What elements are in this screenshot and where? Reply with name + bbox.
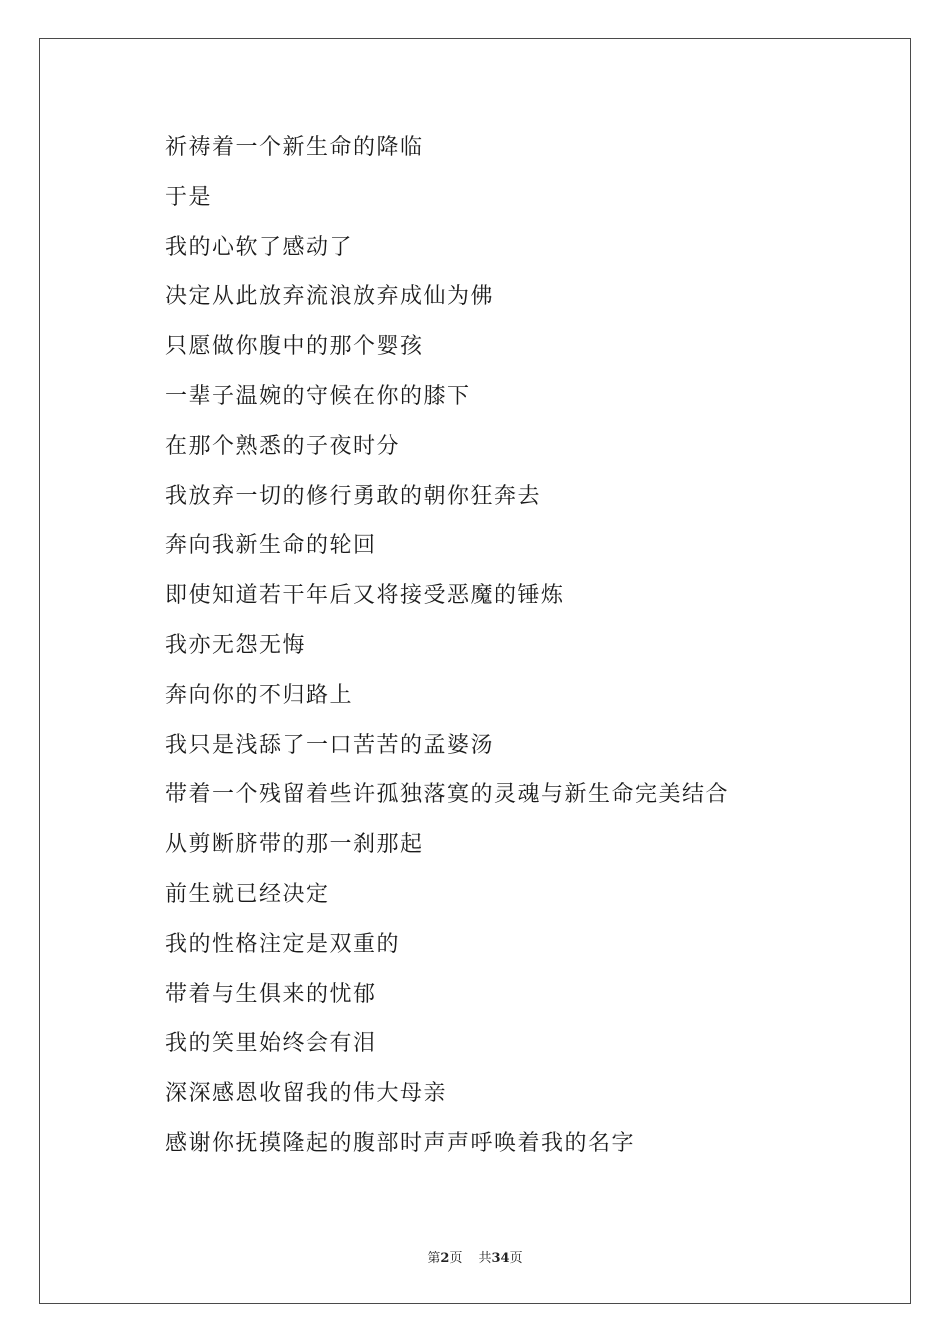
- poem-line: 奔向你的不归路上: [165, 682, 354, 708]
- poem-line: 我只是浅舔了一口苦苦的孟婆汤: [165, 732, 495, 758]
- total-suffix: 页: [509, 1251, 523, 1266]
- page-prefix: 第: [427, 1251, 441, 1266]
- total-prefix: 共: [478, 1251, 492, 1266]
- poem-line: 于是: [165, 184, 213, 210]
- poem-line: 带着与生俱来的忧郁: [165, 981, 377, 1007]
- poem-line: 奔向我新生命的轮回: [165, 533, 377, 559]
- page-suffix: 页: [449, 1251, 463, 1266]
- poem-line: 我的性格注定是双重的: [165, 931, 401, 957]
- poem-line: 我放弃一切的修行勇敢的朝你狂奔去: [165, 483, 542, 509]
- page-indicator: [427, 1251, 462, 1266]
- page-footer: [0, 1247, 950, 1266]
- poem-body: [165, 128, 729, 1174]
- poem-line: 前生就已经决定: [165, 881, 330, 907]
- poem-line: 感谢你抚摸隆起的腹部时声声呼唤着我的名字: [165, 1130, 636, 1156]
- poem-line: 从剪断脐带的那一刹那起: [165, 832, 424, 858]
- poem-line: 深深感恩收留我的伟大母亲: [165, 1081, 448, 1107]
- poem-line: 我亦无怨无悔: [165, 632, 307, 658]
- poem-line: 即使知道若干年后又将接受恶魔的锤炼: [165, 583, 565, 609]
- poem-line: 祈祷着一个新生命的降临: [165, 135, 424, 160]
- poem-line: 一辈子温婉的守候在你的膝下: [165, 383, 471, 409]
- poem-line: 我的心软了感动了: [165, 234, 354, 260]
- poem-line: 带着一个残留着些许孤独落寞的灵魂与新生命完美结合: [165, 782, 730, 808]
- total-pages: 34: [491, 1251, 510, 1266]
- poem-line: 在那个熟悉的子夜时分: [165, 433, 401, 459]
- poem-line: 决定从此放弃流浪放弃成仙为佛: [165, 284, 495, 310]
- page-number: 2: [440, 1251, 450, 1266]
- poem-line: 只愿做你腹中的那个婴孩: [165, 334, 424, 360]
- total-pages-indicator: [478, 1251, 522, 1266]
- poem-line: 我的笑里始终会有泪: [165, 1031, 377, 1057]
